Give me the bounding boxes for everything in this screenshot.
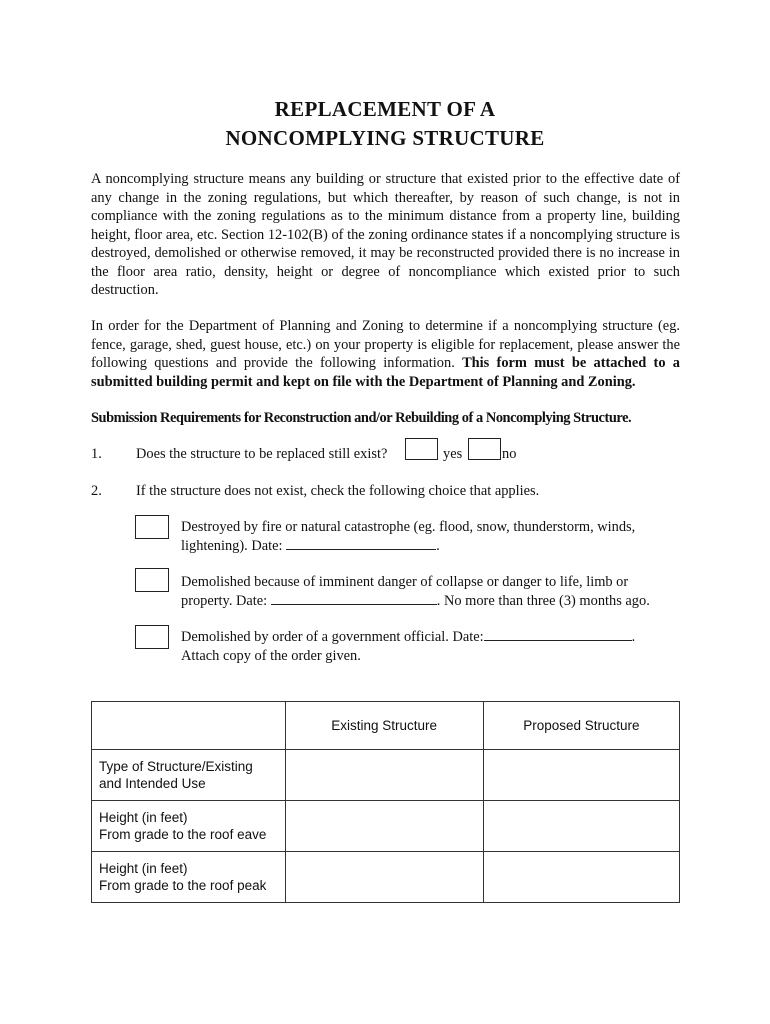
demolished-danger-date-field[interactable]	[271, 592, 437, 605]
table-header-existing: Existing Structure	[285, 702, 483, 750]
table-header-blank	[92, 702, 286, 750]
option-demolished-order-checkbox[interactable]	[135, 625, 169, 649]
row-label-line-1: Height (in feet)	[99, 861, 188, 876]
option-demolished-danger-checkbox[interactable]	[135, 568, 169, 592]
structure-comparison-table	[91, 701, 680, 903]
option-destroyed-end: .	[436, 537, 440, 554]
row-label-line-2: and Intended Use	[99, 776, 206, 791]
row-label	[92, 750, 286, 801]
table-header-row	[92, 702, 680, 750]
proposed-type-cell[interactable]	[483, 750, 679, 801]
question-1-number: 1.	[91, 446, 102, 462]
question-1	[91, 445, 691, 467]
instructions-bold-text: This form must be attached to a submitted building permit and kept on file with the Department of Planning and Zoning.	[91, 355, 680, 390]
existing-eave-height-cell[interactable]	[285, 801, 483, 852]
option-demolished-order-end: .	[631, 629, 636, 645]
question-2-text: If the structure does not exist, check the following choice that applies.	[136, 483, 540, 499]
row-label-line-1: Type of Structure/Existing	[99, 759, 253, 774]
yes-checkbox[interactable]	[405, 438, 438, 460]
option-demolished-order	[181, 628, 680, 665]
form-title-line-1: REPLACEMENT OF A	[274, 97, 496, 121]
option-demolished-danger	[181, 573, 680, 610]
row-label-line-1: Height (in feet)	[99, 810, 188, 825]
row-label	[92, 801, 286, 852]
intro-paragraph: A noncomplying structure means any building or structure that existed prior to the effective date of any change in the zoning regulations, but which thereafter, by reason of such change, is not in compliance with the zoning regulations as to the minimum distance from a property line, building height, floor area, etc. Section 12-102(B) of the zoning ordinance states if a noncomplying structure is destroyed, demolished or otherwise removed, it may be reconstructed provided there is no increase in the floor area ratio, density, height or degree of noncompliance which existed prior to such destruction.	[91, 171, 680, 298]
table-header-proposed: Proposed Structure	[483, 702, 679, 750]
option-destroyed-line-1: Destroyed by fire or natural catastrophe (eg. flood, snow, thunderstorm, winds,	[181, 519, 636, 535]
proposed-peak-height-cell[interactable]	[483, 852, 679, 903]
table-row-height-eave	[92, 801, 680, 852]
proposed-eave-height-cell[interactable]	[483, 801, 679, 852]
form-title-line-2: NONCOMPLYING STRUCTURE	[225, 126, 545, 150]
option-demolished-order-date-label: Demolished by order of a government official. Date:	[181, 629, 484, 645]
table-row-type	[92, 750, 680, 801]
instructions-text: In order for the Department of Planning and Zoning to determine if a noncomplying structure (eg. fence, garage, shed, guest house, etc.) on your property is eligible for replacement, please answer the following questions and provide the following information.	[91, 318, 680, 371]
requirements-heading: Submission Requirements for Reconstruction and/or Rebuilding of a Noncomplying Structure.	[91, 410, 632, 426]
option-destroyed-date-label: lightening). Date:	[181, 537, 287, 554]
no-checkbox[interactable]	[468, 438, 501, 460]
option-demolished-danger-date-label: property. Date:	[181, 592, 271, 609]
option-demolished-order-line-2: Attach copy of the order given.	[181, 647, 361, 664]
option-destroyed-checkbox[interactable]	[135, 515, 169, 539]
option-demolished-danger-line-1: Demolished because of imminent danger of collapse or danger to life, limb or	[181, 574, 629, 590]
existing-peak-height-cell[interactable]	[285, 852, 483, 903]
no-label: no	[502, 446, 517, 462]
question-2	[91, 482, 691, 504]
demolished-order-date-field[interactable]	[484, 628, 632, 641]
existing-type-cell[interactable]	[285, 750, 483, 801]
row-label-line-2: From grade to the roof peak	[99, 878, 267, 893]
question-2-number: 2.	[91, 483, 102, 499]
destroyed-date-field[interactable]	[286, 537, 436, 550]
row-label	[92, 852, 286, 903]
yes-label: yes	[443, 446, 463, 462]
row-label-line-2: From grade to the roof eave	[99, 827, 267, 842]
question-1-text: Does the structure to be replaced still exist?	[136, 446, 388, 462]
option-demolished-danger-note: . No more than three (3) months ago.	[436, 592, 650, 609]
option-destroyed	[181, 518, 680, 555]
table-row-height-peak	[92, 852, 680, 903]
instructions-paragraph	[91, 317, 680, 391]
